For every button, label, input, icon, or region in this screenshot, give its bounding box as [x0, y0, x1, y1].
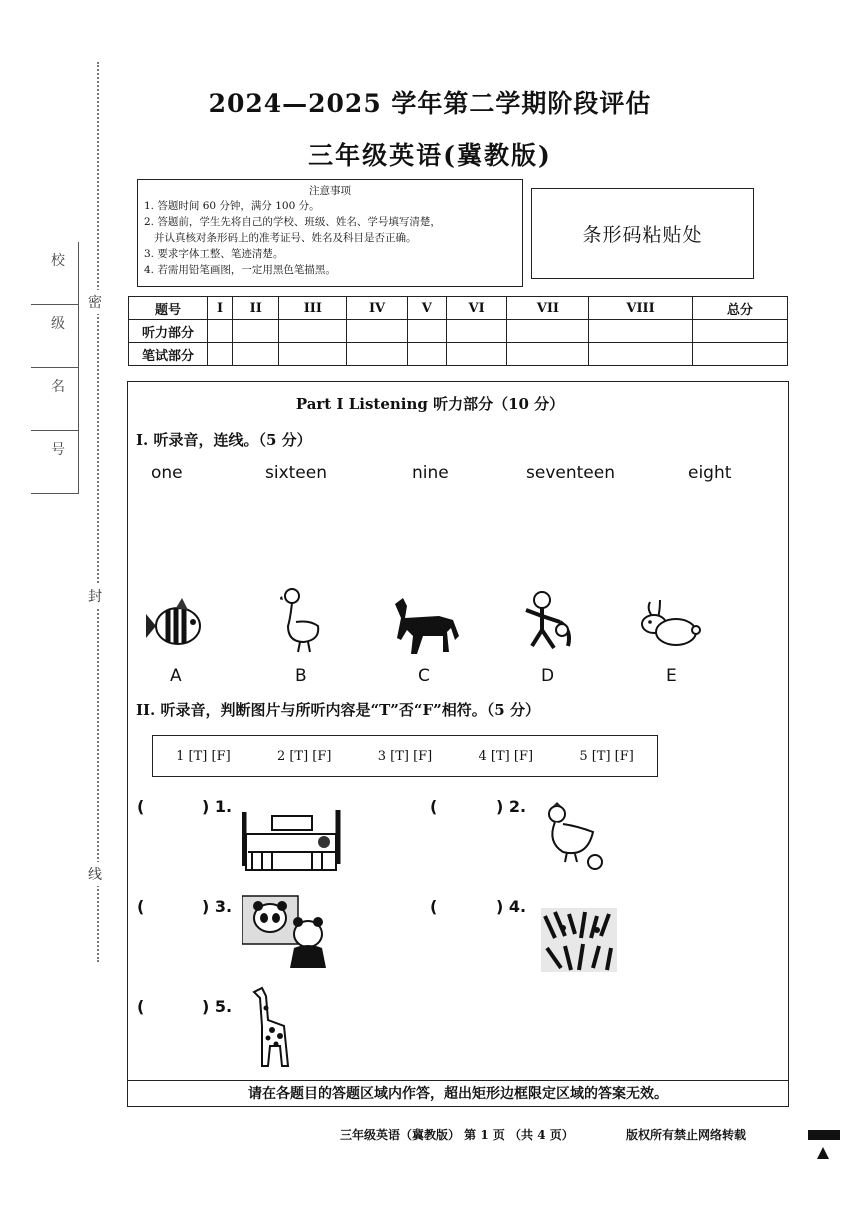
score-table [128, 296, 788, 366]
score-row-listening [129, 320, 788, 343]
zoo-icon [242, 808, 342, 872]
score-cell[interactable] [208, 343, 233, 366]
notice-item: 并认真核对条形码上的准考证号、姓名及科目是否正确。 [144, 232, 417, 244]
number-field[interactable] [31, 431, 79, 494]
section1-title: I. 听录音，连线。（5 分） [136, 431, 312, 449]
tf-option[interactable]: 4 [T] [F] [478, 748, 534, 764]
score-cell[interactable] [589, 343, 692, 366]
score-cell[interactable] [507, 343, 589, 366]
binding-mark-xian: 线 [88, 862, 102, 886]
barcode-label: 条形码粘贴处 [582, 224, 703, 246]
score-cell[interactable] [233, 320, 279, 343]
word-seventeen: seventeen [526, 463, 615, 483]
score-cell[interactable] [692, 343, 787, 366]
word-sixteen: sixteen [265, 463, 327, 483]
page-info: 三年级英语（冀教版） 第 1 页 （共 4 页） [340, 1128, 574, 1142]
item-number: ) 3. [202, 897, 233, 916]
score-cell[interactable] [446, 320, 507, 343]
item-number: ) 4. [496, 897, 527, 916]
binding-mark-feng: 封 [88, 584, 102, 608]
score-cell[interactable] [507, 320, 589, 343]
answer-paren-open[interactable]: ( [137, 797, 145, 816]
tf-option[interactable]: 2 [T] [F] [276, 748, 332, 764]
header-label: 题号 [129, 297, 208, 320]
col-header: VII [507, 297, 589, 320]
tf-option[interactable]: 3 [T] [F] [377, 748, 433, 764]
col-header: VI [446, 297, 507, 320]
tigers-icon [541, 908, 617, 972]
col-header: III [279, 297, 347, 320]
binding-mark-mi: 密 [88, 290, 102, 314]
word-nine: nine [412, 463, 449, 483]
rabbit-icon [632, 598, 702, 652]
copyright-notice: 版权所有禁止网络转载 [626, 1128, 747, 1142]
fish-icon [146, 596, 212, 654]
notice-item: 3. 要求字体工整、笔迹清楚。 [144, 248, 284, 260]
notice-box [137, 179, 523, 287]
answer-paren-open[interactable]: ( [430, 797, 438, 816]
col-header: II [233, 297, 279, 320]
col-header: IV [347, 297, 408, 320]
notice-item: 1. 答题时间 60 分钟，满分 100 分。 [144, 200, 320, 212]
notice-heading: 注意事项 [309, 185, 351, 197]
horse-icon [389, 596, 461, 658]
student-info-fields [31, 242, 79, 490]
answer-paren-open[interactable]: ( [137, 897, 145, 916]
item-number: ) 1. [202, 797, 233, 816]
score-row-written [129, 343, 788, 366]
tf-option[interactable]: 5 [T] [F] [579, 748, 634, 764]
part1-title: Part I Listening 听力部分（10 分） [295, 395, 565, 413]
section2-title: II. 听录音，判断图片与所听内容是“T”否“F”相符。（5 分） [136, 701, 540, 719]
letter-d: D [541, 666, 555, 686]
score-cell[interactable] [446, 343, 507, 366]
item-number: ) 2. [496, 797, 527, 816]
exam-title: 2024—2025 学年第二学期阶段评估 [208, 89, 652, 118]
exam-subtitle: 三年级英语(冀教版) [308, 141, 552, 170]
score-cell[interactable] [233, 343, 279, 366]
word-eight: eight [688, 463, 732, 483]
school-field[interactable] [31, 242, 79, 305]
col-header: VIII [589, 297, 692, 320]
letter-e: E [666, 666, 677, 686]
letter-b: B [295, 666, 307, 686]
hen-icon [543, 802, 609, 874]
col-header: 总分 [692, 297, 787, 320]
notice-item: 2. 答题前，学生先将自己的学校、班级、姓名、学号填写清楚， [144, 216, 441, 228]
tf-answer-box [152, 735, 658, 777]
school-field-label: 校 [51, 253, 65, 269]
monkey-icon [522, 590, 574, 660]
answer-paren-open[interactable]: ( [430, 897, 438, 916]
word-one: one [151, 463, 183, 483]
score-cell[interactable] [279, 343, 347, 366]
row-label: 听力部分 [129, 320, 208, 343]
class-field[interactable] [31, 305, 79, 368]
letter-a: A [170, 666, 182, 686]
giraffe-icon [248, 986, 296, 1068]
score-cell[interactable] [407, 320, 446, 343]
triangle-up-icon [816, 1146, 830, 1160]
score-cell[interactable] [589, 320, 692, 343]
score-table-header [129, 297, 788, 320]
score-cell[interactable] [347, 343, 408, 366]
barcode-area [531, 188, 754, 279]
answer-area-warning: 请在各题目的答题区域内作答，超出矩形边框限定区域的答案无效。 [127, 1080, 789, 1107]
letter-c: C [418, 666, 430, 686]
class-field-label: 级 [51, 316, 65, 332]
col-header: I [208, 297, 233, 320]
score-cell[interactable] [208, 320, 233, 343]
score-cell[interactable] [692, 320, 787, 343]
number-field-label: 号 [51, 442, 65, 458]
goose-icon [280, 586, 322, 656]
row-label: 笔试部分 [129, 343, 208, 366]
binding-dotted-line [97, 62, 99, 962]
pandas-icon [242, 894, 334, 970]
score-cell[interactable] [279, 320, 347, 343]
page-marker [808, 1130, 840, 1140]
tf-option[interactable]: 1 [T] [F] [176, 748, 231, 764]
name-field-label: 名 [51, 379, 65, 395]
score-cell[interactable] [407, 343, 446, 366]
score-cell[interactable] [347, 320, 408, 343]
answer-paren-open[interactable]: ( [137, 997, 145, 1016]
item-number: ) 5. [202, 997, 233, 1016]
col-header: V [407, 297, 446, 320]
notice-item: 4. 若需用铅笔画图，一定用黑色笔描黑。 [144, 264, 336, 276]
